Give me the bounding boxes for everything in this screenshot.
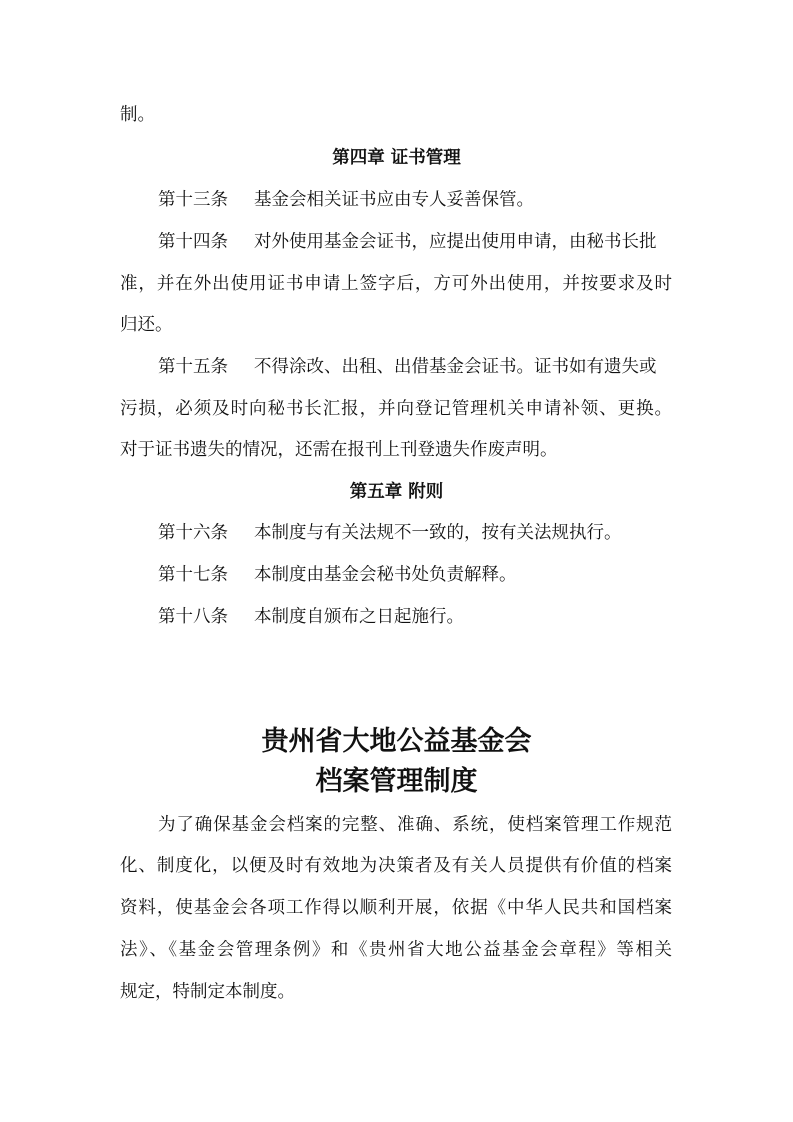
article-17-label: 第十七条	[158, 565, 228, 585]
chapter-4-heading: 第四章 证书管理	[332, 148, 461, 168]
article-16	[158, 521, 622, 545]
article-15-line-1	[158, 355, 657, 379]
article-17-text: 本制度由基金会秘书处负责解释。	[254, 565, 517, 585]
article-14-line-2: 准，并在外出使用证书申请上签字后，方可外出使用，并按要求及时	[120, 274, 672, 294]
article-18	[158, 605, 464, 629]
intro-line-2: 化、制度化，以便及时有效地为决策者及有关人员提供有价值的档案	[120, 856, 672, 876]
article-16-text: 本制度与有关法规不一致的，按有关法规执行。	[254, 523, 622, 543]
intro-line-3: 资料，使基金会各项工作得以顺利开展，依据《中华人民共和国档案	[120, 898, 672, 918]
intro-line-1: 为了确保基金会档案的完整、准确、系统，使档案管理工作规范	[158, 815, 672, 835]
article-15-text-1: 不得涂改、出租、出借基金会证书。证书如有遗失或	[254, 357, 657, 377]
article-14-text-1: 对外使用基金会证书，应提出使用申请，由秘书长批	[254, 232, 657, 252]
article-15-line-2: 污损，必须及时向秘书长汇报，并向登记管理机关申请补领、更换。	[120, 399, 672, 419]
article-18-text: 本制度自颁布之日起施行。	[254, 607, 464, 627]
intro-line-4: 法》、《基金会管理条例》和《贵州省大地公益基金会章程》等相关	[120, 940, 672, 960]
article-13-label: 第十三条	[158, 190, 228, 210]
article-14-label: 第十四条	[158, 232, 228, 252]
article-18-label: 第十八条	[158, 607, 228, 627]
document-title-line-2: 档案管理制度	[315, 766, 478, 797]
article-13	[158, 188, 534, 212]
article-15-line-3: 对于证书遗失的情况，还需在报刊上刊登遗失作废声明。	[120, 440, 558, 460]
article-13-text: 基金会相关证书应由专人妥善保管。	[254, 190, 534, 210]
intro-line-5: 规定，特制定本制度。	[120, 982, 295, 1002]
article-15-label: 第十五条	[158, 357, 228, 377]
article-14-line-3: 归还。	[120, 315, 173, 335]
article-16-label: 第十六条	[158, 523, 228, 543]
chapter-5-heading: 第五章 附则	[349, 482, 444, 502]
article-17	[158, 563, 517, 587]
carry-over-line: 制。	[120, 105, 155, 125]
article-14-line-1	[158, 230, 672, 254]
document-title-line-1: 贵州省大地公益基金会	[261, 726, 532, 757]
